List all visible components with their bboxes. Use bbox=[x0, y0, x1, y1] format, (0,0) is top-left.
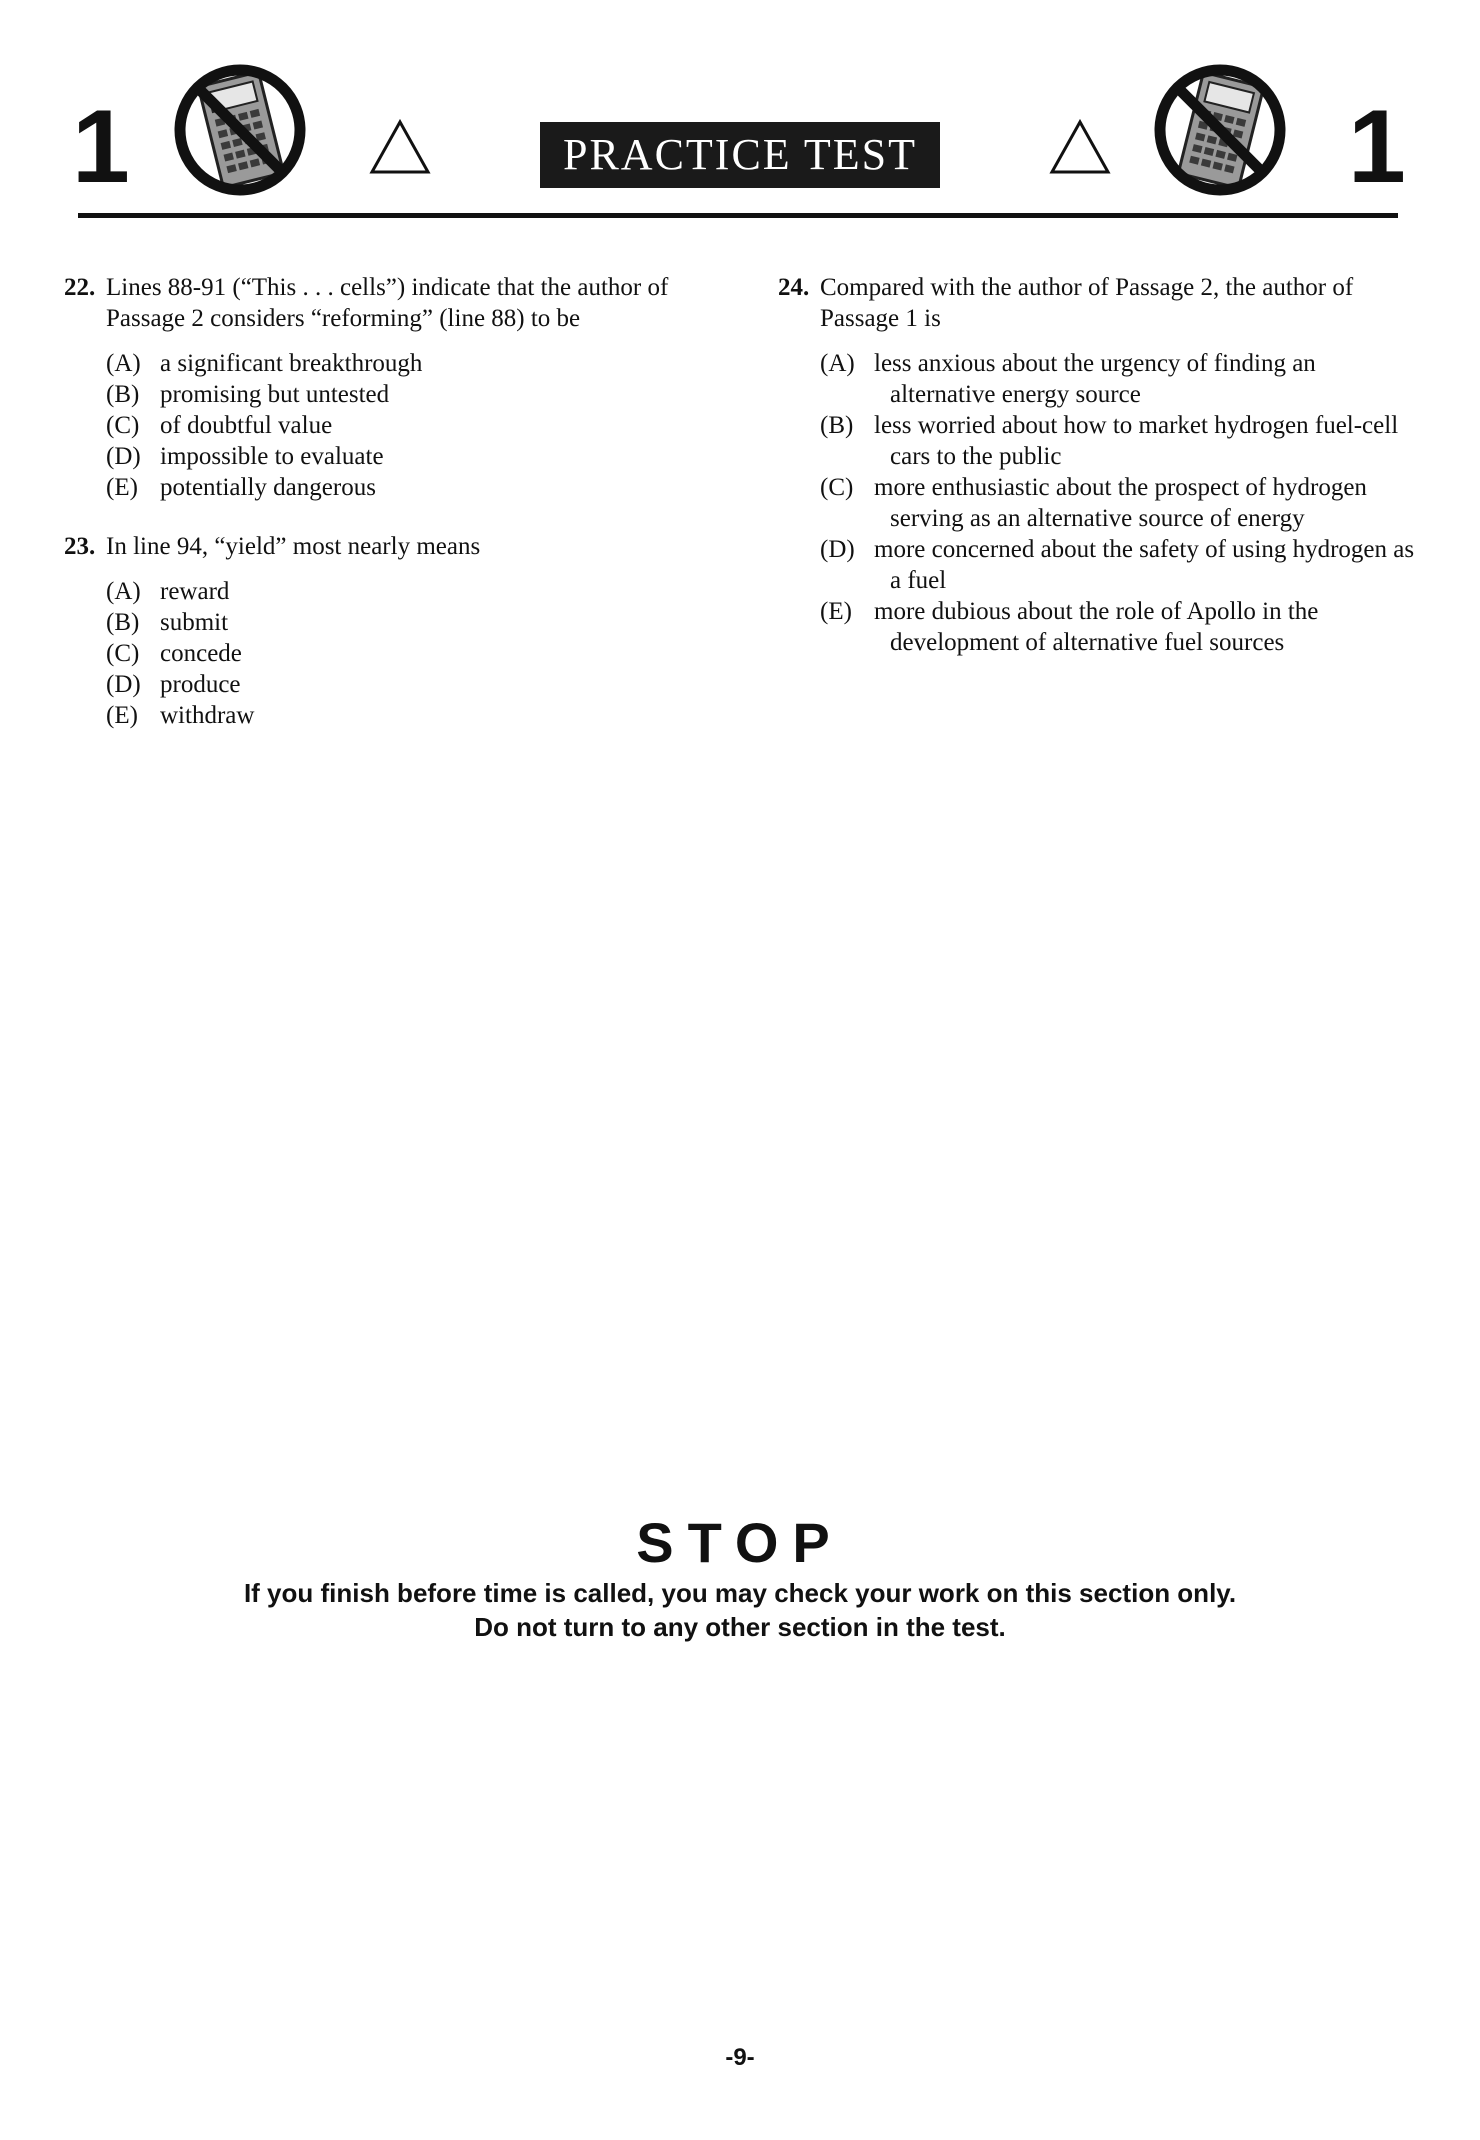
question-text: Compared with the author of Passage 2, the author of Passage 1 is bbox=[820, 274, 1354, 332]
option-letter: (C) bbox=[106, 640, 140, 667]
no-calculator-icon bbox=[170, 60, 310, 200]
answer-options bbox=[820, 348, 1418, 658]
question-stem bbox=[64, 272, 684, 334]
question-22 bbox=[64, 272, 684, 503]
question-24 bbox=[778, 272, 1418, 658]
option-letter: (A) bbox=[106, 350, 141, 377]
option-text: impossible to evaluate bbox=[160, 443, 384, 470]
option-text: more dubious about the role of Apollo in the development of alternative fuel sources bbox=[874, 598, 1319, 656]
answer-option[interactable] bbox=[106, 700, 684, 731]
no-calculator-icon bbox=[1150, 60, 1290, 200]
option-text: withdraw bbox=[160, 702, 255, 729]
option-letter: (D) bbox=[106, 671, 141, 698]
answer-options bbox=[106, 576, 684, 731]
stop-instruction-line-1: If you finish before time is called, you may check your work on this section only. bbox=[243, 1578, 1237, 1608]
answer-options bbox=[106, 348, 684, 503]
option-text: a significant breakthrough bbox=[160, 350, 423, 377]
option-letter: (E) bbox=[820, 598, 852, 625]
option-letter: (C) bbox=[820, 474, 854, 501]
answer-option[interactable] bbox=[106, 669, 684, 700]
section-number-right: 1 bbox=[1348, 89, 1406, 205]
section-title: PRACTICE TEST bbox=[540, 122, 940, 188]
triangle-icon bbox=[368, 118, 432, 176]
answer-option[interactable] bbox=[820, 348, 1418, 410]
option-letter: (E) bbox=[106, 474, 138, 501]
option-text: concede bbox=[160, 640, 242, 667]
option-text: submit bbox=[160, 609, 229, 636]
option-letter: (E) bbox=[106, 702, 138, 729]
option-text: potentially dangerous bbox=[160, 474, 376, 501]
option-text: less anxious about the urgency of finding an alternative energy source bbox=[874, 350, 1316, 408]
option-letter: (B) bbox=[106, 609, 140, 636]
page-number: -9- bbox=[725, 2044, 755, 2071]
option-text: promising but untested bbox=[160, 381, 390, 408]
question-number: 23. bbox=[64, 533, 96, 560]
answer-option[interactable] bbox=[106, 441, 684, 472]
option-letter: (D) bbox=[106, 443, 141, 470]
option-text: of doubtful value bbox=[160, 412, 333, 439]
answer-option[interactable] bbox=[106, 379, 684, 410]
section-number-left: 1 bbox=[72, 89, 130, 205]
header-rule bbox=[78, 213, 1398, 218]
option-text: more enthusiastic about the prospect of hydrogen serving as an alternative source of energy bbox=[874, 474, 1367, 532]
stop-instruction-line-2: Do not turn to any other section in the test. bbox=[474, 1612, 1006, 1642]
option-text: more concerned about the safety of using hydrogen as a fuel bbox=[874, 536, 1415, 594]
question-stem bbox=[778, 272, 1418, 334]
answer-option[interactable] bbox=[106, 638, 684, 669]
answer-option[interactable] bbox=[820, 534, 1418, 596]
option-letter: (A) bbox=[106, 578, 141, 605]
answer-option[interactable] bbox=[106, 472, 684, 503]
left-column bbox=[64, 272, 684, 759]
option-letter: (B) bbox=[106, 381, 140, 408]
triangle-icon bbox=[1048, 118, 1112, 176]
option-letter: (A) bbox=[820, 350, 855, 377]
answer-option[interactable] bbox=[106, 348, 684, 379]
answer-option[interactable] bbox=[820, 596, 1418, 658]
option-text: less worried about how to market hydrogen fuel-cell cars to the public bbox=[874, 412, 1399, 470]
question-number: 24. bbox=[778, 274, 810, 301]
right-column bbox=[778, 272, 1418, 686]
option-letter: (C) bbox=[106, 412, 140, 439]
option-text: reward bbox=[160, 578, 230, 605]
question-stem bbox=[64, 531, 684, 562]
stop-title: STOP bbox=[636, 1511, 844, 1574]
answer-option[interactable] bbox=[106, 607, 684, 638]
answer-option[interactable] bbox=[106, 576, 684, 607]
option-letter: (D) bbox=[820, 536, 855, 563]
option-text: produce bbox=[160, 671, 241, 698]
question-number: 22. bbox=[64, 274, 96, 301]
option-letter: (B) bbox=[820, 412, 854, 439]
question-text: In line 94, “yield” most nearly means bbox=[106, 533, 481, 560]
question-text: Lines 88-91 (“This . . . cells”) indicate that the author of Passage 2 considers “reforming” (line 88) to be bbox=[106, 274, 669, 332]
answer-option[interactable] bbox=[820, 410, 1418, 472]
answer-option[interactable] bbox=[820, 472, 1418, 534]
answer-option[interactable] bbox=[106, 410, 684, 441]
question-23 bbox=[64, 531, 684, 731]
page-header bbox=[0, 0, 1480, 230]
